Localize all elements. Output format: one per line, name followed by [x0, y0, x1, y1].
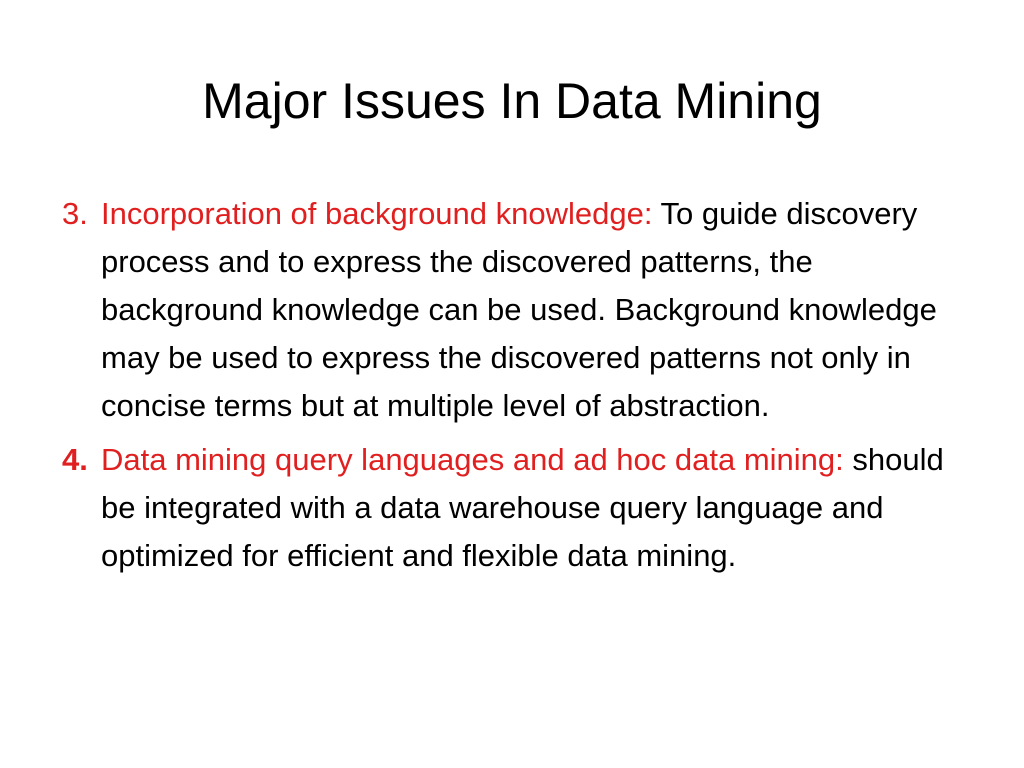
slide-body	[62, 190, 962, 586]
item-number: 4.	[62, 442, 88, 477]
slide-title: Major Issues In Data Mining	[202, 73, 822, 129]
item-text: To guide discovery process and to express the discovered patterns, the background knowledge can be used. Background knowledge may be used to express the discovered patterns not only in concise terms but at multiple level of abstraction.	[101, 196, 937, 423]
item-number: 3.	[62, 196, 88, 231]
list-item	[62, 190, 962, 430]
list-item	[62, 436, 962, 580]
item-text: should be integrated with a data warehouse query language and optimized for efficient and flexible data mining.	[101, 442, 944, 573]
item-heading: Incorporation of background knowledge:	[101, 196, 653, 231]
item-heading: Data mining query languages and ad hoc data mining:	[101, 442, 844, 477]
